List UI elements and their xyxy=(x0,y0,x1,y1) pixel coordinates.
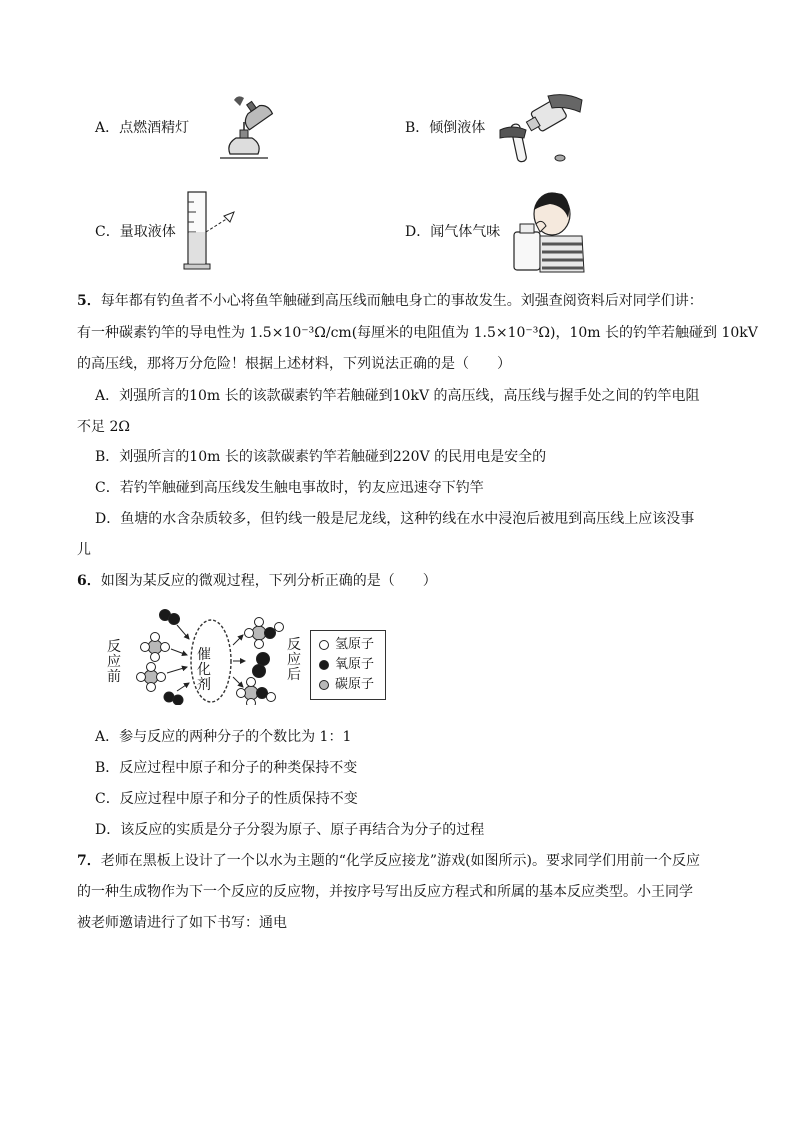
pouring-liquid-image xyxy=(496,90,588,168)
q5-option-c[interactable]: C．若钓竿触碰到高压线发生触电事故时，钓友应迅速夺下钓竿 xyxy=(95,480,484,496)
atom-legend xyxy=(310,630,386,700)
o2-molecule-before xyxy=(160,610,180,625)
q6-option-b[interactable]: B．反应过程中原子和分子的种类保持不变 xyxy=(95,760,358,776)
catalyst-label: 催化剂 xyxy=(197,647,211,693)
o2-molecule-after xyxy=(253,653,270,678)
q7-number: 7． xyxy=(77,853,101,869)
oxygen-atom-icon xyxy=(319,660,329,670)
q5-stem-text-1: 每年都有钓鱼者不小心将鱼竿触碰到高压线而触电身亡的事故发生。刘强查阅资料后对同学们讲： xyxy=(100,293,703,309)
ch4-molecule-before-1 xyxy=(141,633,170,662)
hydrogen-atom-icon xyxy=(319,640,329,650)
q5-option-a-line-1[interactable]: A．刘强所言的10m 长的该款碳素钓竿若触碰到10kV 的高压线，高压线与握手处之间的钓竿电阻 xyxy=(95,388,700,404)
q4-option-d[interactable]: D．闻气体气味 xyxy=(405,224,501,240)
q5-option-d-line-1[interactable]: D．鱼塘的水含杂质较多，但钓线一般是尼龙线，这种钓线在水中浸泡后被甩到高压线上应该没事 xyxy=(95,511,695,527)
ch4-molecule-before-2 xyxy=(137,663,166,692)
o2-molecule-before-2 xyxy=(164,692,183,705)
reaction-after-label: 反应后 xyxy=(287,637,301,683)
q5-stem-line-1 xyxy=(77,291,703,311)
q5-option-a-line-2: 不足 2Ω xyxy=(77,419,130,435)
q7-stem-line-1 xyxy=(77,851,700,871)
alcohol-lamp-lighting-image xyxy=(212,92,282,170)
q5-option-b[interactable]: B．刘强所言的10m 长的该款碳素钓竿若触碰到220V 的民用电是安全的 xyxy=(95,449,547,465)
q4-option-c[interactable]: C．量取液体 xyxy=(95,224,176,240)
q6-option-d[interactable]: D．该反应的实质是分子分裂为原子、原子再结合为分子的过程 xyxy=(95,822,485,838)
legend-hydrogen-label: 氢原子 xyxy=(335,637,375,652)
carbon-atom-icon xyxy=(319,680,329,690)
product-molecule-1 xyxy=(245,618,284,649)
q5-stem-line-3: 的高压线，那将万分危险！根据上述材料，下列说法正确的是（ ） xyxy=(77,356,511,372)
q4-option-a[interactable]: A．点燃酒精灯 xyxy=(95,120,190,136)
reaction-before-label: 反应前 xyxy=(107,639,121,685)
q6-stem-text: 如图为某反应的微观过程，下列分析正确的是（ ） xyxy=(100,573,437,589)
catalyst-ellipse xyxy=(191,620,231,702)
q5-option-d-line-2: 儿 xyxy=(77,542,91,558)
q6-stem-line xyxy=(77,571,437,591)
q5-number: 5． xyxy=(77,293,101,309)
legend-oxygen xyxy=(319,657,374,673)
legend-carbon xyxy=(319,677,374,693)
reaction-micro-diagram xyxy=(125,605,305,705)
q7-stem-line-3: 被老师邀请进行了如下书写：通电 xyxy=(77,915,287,931)
q7-stem-text-1: 老师在黑板上设计了一个以水为主题的“化学反应接龙”游戏(如图所示)。要求同学们用前一个反应 xyxy=(100,853,700,869)
legend-hydrogen xyxy=(319,637,374,653)
q5-stem-line-2: 有一种碳素钓竿的导电性为 1.5×10⁻³Ω/cm(每厘米的电阻值为 1.5×10⁻³Ω)，10m 长的钓竿若触碰到 10kV xyxy=(77,325,758,341)
q4-option-b[interactable]: B．倾倒液体 xyxy=(405,120,486,136)
legend-carbon-label: 碳原子 xyxy=(335,677,375,692)
q6-option-c[interactable]: C．反应过程中原子和分子的性质保持不变 xyxy=(95,791,358,807)
smelling-gas-image xyxy=(510,188,588,274)
q7-stem-line-2: 的一种生成物作为下一个反应的反应物，并按序号写出反应方程式和所属的基本反应类型。小王同学 xyxy=(77,884,693,900)
q6-number: 6． xyxy=(77,573,101,589)
product-molecule-2 xyxy=(237,678,276,706)
q6-option-a[interactable]: A．参与反应的两种分子的个数比为 1：1 xyxy=(95,729,352,745)
measuring-cylinder-image xyxy=(180,188,240,272)
legend-oxygen-label: 氧原子 xyxy=(335,657,375,672)
